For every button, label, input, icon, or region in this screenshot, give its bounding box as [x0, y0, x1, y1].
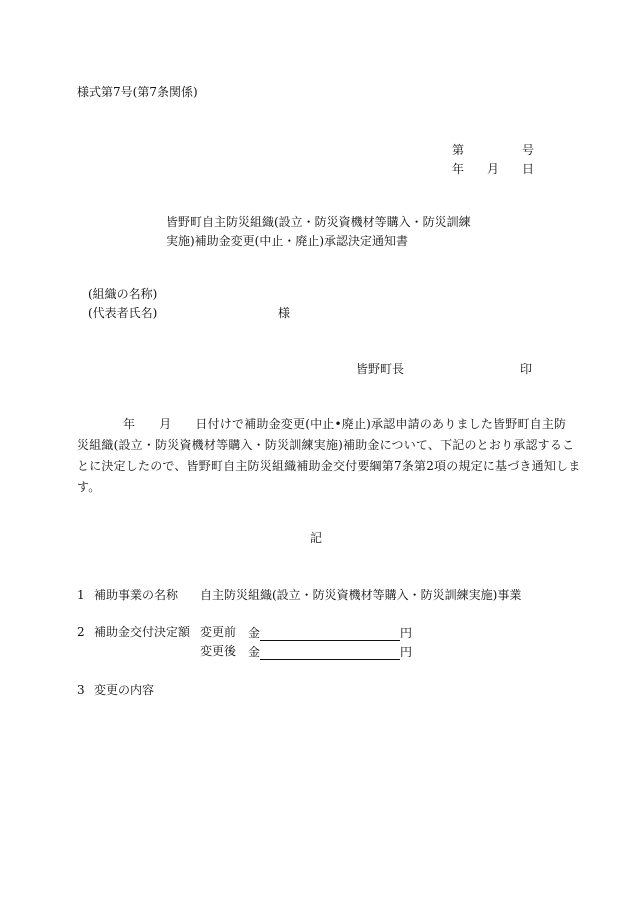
after-amount [248, 643, 412, 660]
body-month: 月 [159, 417, 172, 431]
after-yen: 円 [400, 645, 413, 659]
body-line-4: す。 [77, 480, 101, 494]
body-paragraph [77, 414, 581, 498]
body-line-2: 災組織(設立・防災資機材等購入・防災訓練実施)補助金について、下記のとおり承認するこ [77, 438, 575, 452]
org-name-label: (組織の名称) [88, 287, 158, 301]
ki-marker: 記 [310, 531, 323, 545]
before-amount [248, 624, 412, 641]
body-year: 年 [123, 417, 136, 431]
before-change-label: 変更前 [200, 625, 237, 639]
item-1-value: 自主防災組織(設立・防災資機材等購入・防災訓練実施)事業 [200, 588, 522, 602]
body-line-3: とに決定したので、皆野町自主防災組織補助金交付要綱第7条第2項の規定に基づき通知しま [77, 459, 581, 473]
issuer-name: 皆野町長 [356, 362, 405, 376]
body-line-1 [77, 414, 567, 435]
honorific: 様 [278, 306, 291, 320]
after-kin: 金 [248, 645, 261, 659]
item-2-label: 補助金交付決定額 [94, 625, 191, 639]
after-change-label: 変更後 [200, 644, 237, 658]
item-3-label: 変更の内容 [94, 683, 155, 697]
representative-label: (代表者氏名) [88, 306, 158, 320]
form-id: 様式第7号(第7条関係) [77, 85, 198, 99]
item-1-number: 1 [77, 588, 85, 602]
number-prefix: 第 [452, 143, 465, 157]
after-amount-line [260, 643, 400, 660]
before-yen: 円 [400, 626, 413, 640]
before-amount-line [260, 624, 400, 641]
date-month: 月 [487, 162, 500, 176]
date-year: 年 [452, 162, 465, 176]
number-suffix: 号 [522, 143, 535, 157]
title-line-1: 皆野町自主防災組織(設立・防災資機材等購入・防災訓練 [166, 215, 471, 229]
seal-mark: 印 [520, 362, 533, 376]
item-1-label: 補助事業の名称 [94, 588, 179, 602]
item-3-number: 3 [77, 683, 85, 697]
before-kin: 金 [248, 626, 261, 640]
body-line-1-text: 日付けで補助金変更(中止•廃止)承認申請のありました皆野町自主防 [195, 417, 567, 431]
item-2-number: 2 [77, 625, 85, 639]
title-line-2: 実施)補助金変更(中止・廃止)承認決定通知書 [166, 234, 409, 248]
date-day: 日 [522, 162, 535, 176]
